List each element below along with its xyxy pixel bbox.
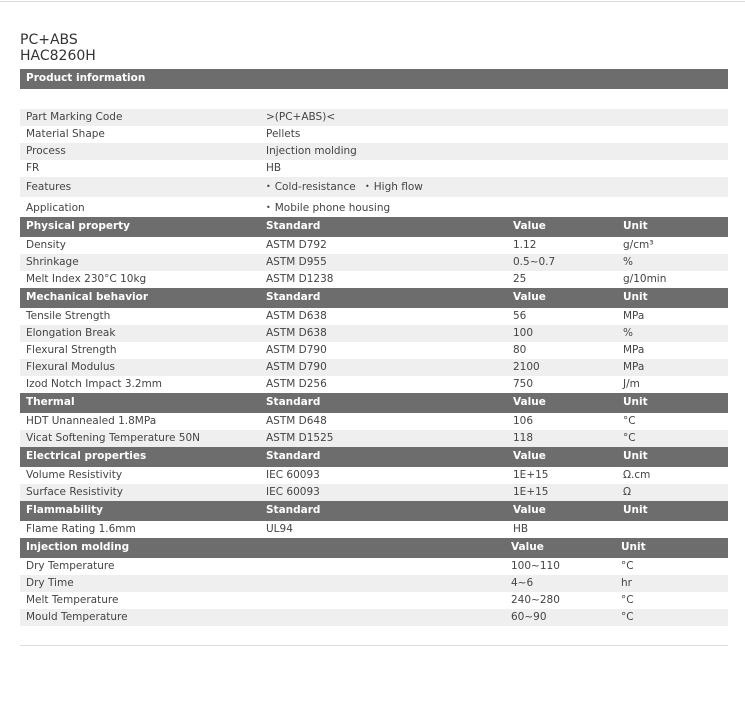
- property-name: Dry Time: [26, 577, 74, 589]
- property-value: 100: [513, 327, 534, 339]
- col-value-header: Value: [513, 504, 546, 516]
- test-standard: ASTM D1525: [266, 432, 334, 444]
- property-name: Vicat Softening Temperature 50N: [26, 432, 201, 444]
- col-unit-header: Unit: [623, 220, 648, 232]
- property-name: Flexural Strength: [26, 344, 117, 356]
- property-name: Melt Temperature: [26, 594, 119, 606]
- test-standard: ASTM D648: [266, 415, 327, 427]
- col-value-header: Value: [513, 450, 546, 462]
- property-unit: MPa: [623, 361, 645, 373]
- test-standard: ASTM D638: [266, 310, 327, 322]
- page-title: [20, 32, 96, 64]
- property-name: Tensile Strength: [26, 310, 111, 322]
- test-standard: UL94: [266, 523, 293, 535]
- property-value: 118: [513, 432, 534, 444]
- property-value: 0.5~0.7: [513, 256, 556, 268]
- col-standard-header: Standard: [266, 504, 321, 516]
- table-row: [20, 413, 728, 430]
- info-label: FR: [26, 162, 40, 174]
- product-grade: HAC8260H: [20, 48, 96, 64]
- property-unit: Ω: [623, 486, 632, 498]
- datasheet: [20, 69, 728, 626]
- property-value: 106: [513, 415, 534, 427]
- property-unit: °C: [623, 415, 636, 427]
- test-standard: ASTM D790: [266, 344, 327, 356]
- property-unit: °C: [621, 611, 634, 623]
- table-row: [20, 592, 728, 609]
- property-sections: [20, 217, 728, 538]
- property-name: Density: [26, 239, 66, 251]
- table-row: [20, 325, 728, 342]
- table-row: [20, 271, 728, 288]
- property-unit: J/m: [623, 378, 640, 390]
- info-row-process: [20, 143, 728, 160]
- col-standard-header: Standard: [266, 291, 321, 303]
- property-name: Flame Rating 1.6mm: [26, 523, 136, 535]
- table-row: [20, 342, 728, 359]
- property-name: Izod Notch Impact 3.2mm: [26, 378, 163, 390]
- property-value: 100~110: [511, 560, 560, 572]
- table-row: [20, 467, 728, 484]
- section-title: Injection molding: [26, 541, 130, 553]
- section-header: [20, 217, 728, 237]
- product-name: PC+ABS: [20, 32, 78, 48]
- col-standard-header: Standard: [266, 220, 321, 232]
- property-unit: %: [623, 256, 633, 268]
- info-row-features: [20, 177, 728, 197]
- bottom-divider: [20, 645, 728, 646]
- property-unit: g/10min: [623, 273, 667, 285]
- info-label: Process: [26, 145, 66, 157]
- property-name: Shrinkage: [26, 256, 79, 268]
- property-value: 240~280: [511, 594, 560, 606]
- application-item: • Mobile phone housing: [266, 202, 390, 214]
- property-name: Flexural Modulus: [26, 361, 115, 373]
- info-row-application: [20, 197, 728, 217]
- property-name: Volume Resistivity: [26, 469, 123, 481]
- injection-rows: [20, 558, 728, 626]
- property-unit: hr: [621, 577, 632, 589]
- section-header: [20, 288, 728, 308]
- col-value-header: Value: [513, 220, 546, 232]
- info-row-material-shape: [20, 126, 728, 143]
- test-standard: ASTM D792: [266, 239, 327, 251]
- info-row-fr: [20, 160, 728, 177]
- info-value: Pellets: [266, 128, 301, 140]
- info-value: >(PC+ABS)<: [266, 111, 336, 123]
- info-label: Application: [26, 202, 85, 214]
- property-value: 25: [513, 273, 527, 285]
- top-divider: [0, 1, 745, 2]
- table-row: [20, 558, 728, 575]
- table-row: [20, 237, 728, 254]
- section-header: [20, 447, 728, 467]
- table-row: [20, 308, 728, 325]
- property-value: 1E+15: [513, 469, 549, 481]
- property-unit: °C: [621, 560, 634, 572]
- section-title: Physical property: [26, 220, 131, 232]
- property-unit: °C: [621, 594, 634, 606]
- property-name: Melt Index 230°C 10kg: [26, 273, 147, 285]
- property-value: 2100: [513, 361, 540, 373]
- table-row: [20, 254, 728, 271]
- section-title: Mechanical behavior: [26, 291, 149, 303]
- info-value: Injection molding: [266, 145, 357, 157]
- col-unit-header: Unit: [623, 504, 648, 516]
- property-value: 80: [513, 344, 527, 356]
- table-row: [20, 575, 728, 592]
- table-row: [20, 484, 728, 501]
- property-value: 1.12: [513, 239, 537, 251]
- col-standard-header: Standard: [266, 396, 321, 408]
- col-standard-header: Standard: [266, 450, 321, 462]
- col-unit-header: Unit: [621, 541, 646, 553]
- property-value: 60~90: [511, 611, 547, 623]
- property-value: 1E+15: [513, 486, 549, 498]
- col-unit-header: Unit: [623, 396, 648, 408]
- section-title: Thermal: [26, 396, 75, 408]
- section-title: Flammability: [26, 504, 104, 516]
- info-row-part-marking: [20, 109, 728, 126]
- property-name: Mould Temperature: [26, 611, 128, 623]
- test-standard: ASTM D1238: [266, 273, 334, 285]
- spacer: [20, 89, 728, 109]
- property-name: Surface Resistivity: [26, 486, 123, 498]
- section-header: [20, 393, 728, 413]
- property-unit: MPa: [623, 344, 645, 356]
- applications-list: [266, 202, 390, 214]
- property-value: 56: [513, 310, 527, 322]
- property-unit: MPa: [623, 310, 645, 322]
- property-unit: g/cm³: [623, 239, 654, 251]
- col-value-header: Value: [511, 541, 544, 553]
- test-standard: ASTM D256: [266, 378, 327, 390]
- property-unit: °C: [623, 432, 636, 444]
- section-header-injection: [20, 538, 728, 558]
- test-standard: IEC 60093: [266, 486, 320, 498]
- product-info-title: Product information: [26, 72, 146, 84]
- table-row: [20, 376, 728, 393]
- section-title: Electrical properties: [26, 450, 147, 462]
- col-value-header: Value: [513, 291, 546, 303]
- property-value: 750: [513, 378, 534, 390]
- table-row: [20, 609, 728, 626]
- property-value: 4~6: [511, 577, 534, 589]
- property-name: Dry Temperature: [26, 560, 115, 572]
- section-header: [20, 501, 728, 521]
- table-row: [20, 359, 728, 376]
- info-label: Part Marking Code: [26, 111, 123, 123]
- table-row: [20, 521, 728, 538]
- feature-item: • High flow: [365, 181, 423, 193]
- table-row: [20, 430, 728, 447]
- property-value: HB: [513, 523, 529, 535]
- col-value-header: Value: [513, 396, 546, 408]
- test-standard: IEC 60093: [266, 469, 320, 481]
- product-info-header: [20, 69, 728, 89]
- property-unit: %: [623, 327, 633, 339]
- property-name: HDT Unannealed 1.8MPa: [26, 415, 157, 427]
- features-list: [266, 181, 423, 193]
- col-unit-header: Unit: [623, 450, 648, 462]
- property-name: Elongation Break: [26, 327, 116, 339]
- info-label: Material Shape: [26, 128, 105, 140]
- feature-item: • Cold-resistance: [266, 181, 356, 193]
- test-standard: ASTM D790: [266, 361, 327, 373]
- property-unit: Ω.cm: [623, 469, 651, 481]
- info-label: Features: [26, 181, 72, 193]
- test-standard: ASTM D638: [266, 327, 327, 339]
- info-value: HB: [266, 162, 282, 174]
- test-standard: ASTM D955: [266, 256, 327, 268]
- col-unit-header: Unit: [623, 291, 648, 303]
